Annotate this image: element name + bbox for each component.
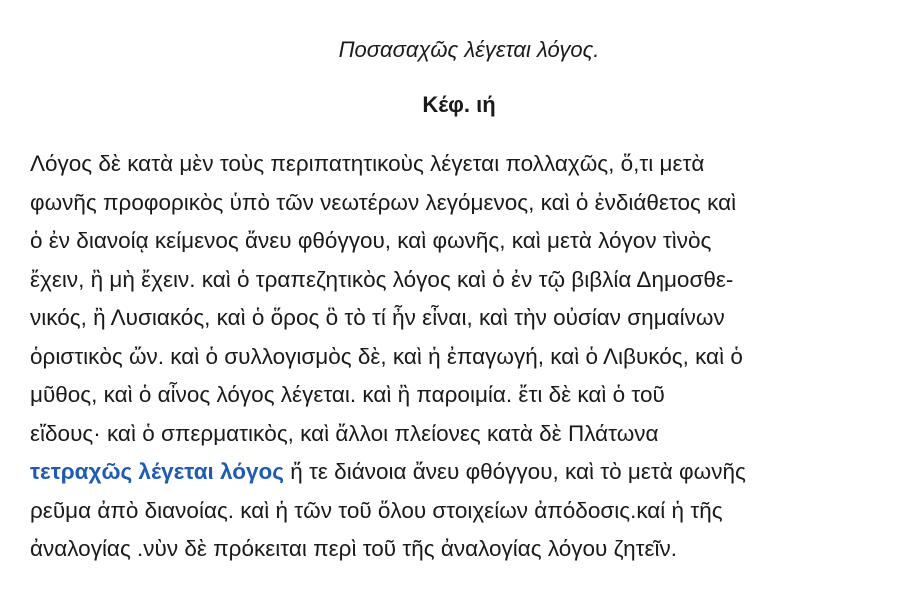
text-line: ὁριστικὸς ὤν. καὶ ὁ συλλογισμὸς δὲ, καὶ ἡ ἐπαγωγή, καὶ ὁ Λιβυκός, καὶ ὁ — [30, 343, 743, 369]
text-line: ρεῦμα ἀπὸ διανοίας. καὶ ἡ τῶν τοῦ ὅλου στοιχείων ἀπόδοσις.καί ἡ τῆς — [30, 497, 723, 523]
text-line: νικός, ἢ Λυσιακός, καὶ ὁ ὅρος ὃ τὸ τί ἦν εἶναι, καὶ τὴν οὐσίαν σημαίνων — [30, 305, 725, 330]
document-subtitle: Ποσασαχῶς λέγεται λόγος. — [338, 37, 600, 62]
text-line: ὁ ἐν διανοίᾳ κείμενος ἄνευ φθόγγου, καὶ φωνῆς, καὶ μετὰ λόγον τὶνὸς — [30, 228, 712, 253]
text-line: φωνῆς προφορικὸς ὑπὸ τῶν νεωτέρων λεγόμενος, καὶ ὁ ἐνδιάθετος καὶ — [30, 189, 737, 215]
highlighted-line-rest: ἤ τε διάνοια ἄνευ φθόγγου, καὶ τὸ μετὰ φωνῆς — [283, 459, 746, 484]
text-line: μῦθος, καὶ ὁ αἶνος λόγος λέγεται. καὶ ἢ παροιμία. ἔτι δὲ καὶ ὁ τοῦ — [30, 382, 665, 407]
body-paragraph — [30, 145, 890, 569]
text-line: Λόγος δὲ κατὰ μὲν τοὺς περιπατητικοὺς λέγεται πολλαχῶς, ὅ,τι μετὰ — [30, 151, 705, 176]
text-line: ἔχειν, ἢ μὴ ἔχειν. καὶ ὁ τραπεζητικὸς λόγος καὶ ὁ ἐν τῷ βιβλία Δημοσθε- — [30, 266, 734, 292]
text-line: ἀναλογίας .νὺν δὲ πρόκειται περὶ τοῦ τῆς ἀναλογίας λόγου ζητεῖν. — [30, 536, 678, 561]
text-line-highlighted — [30, 453, 890, 492]
highlighted-phrase: τετραχῶς λέγεται λόγος — [30, 459, 284, 484]
chapter-heading: Κέφ. ιή — [422, 92, 496, 117]
text-line: εἴδους· καὶ ὁ σπερματικὸς, καὶ ἄλλοι πλείονες κατὰ δὲ Πλάτωνα — [30, 420, 659, 446]
